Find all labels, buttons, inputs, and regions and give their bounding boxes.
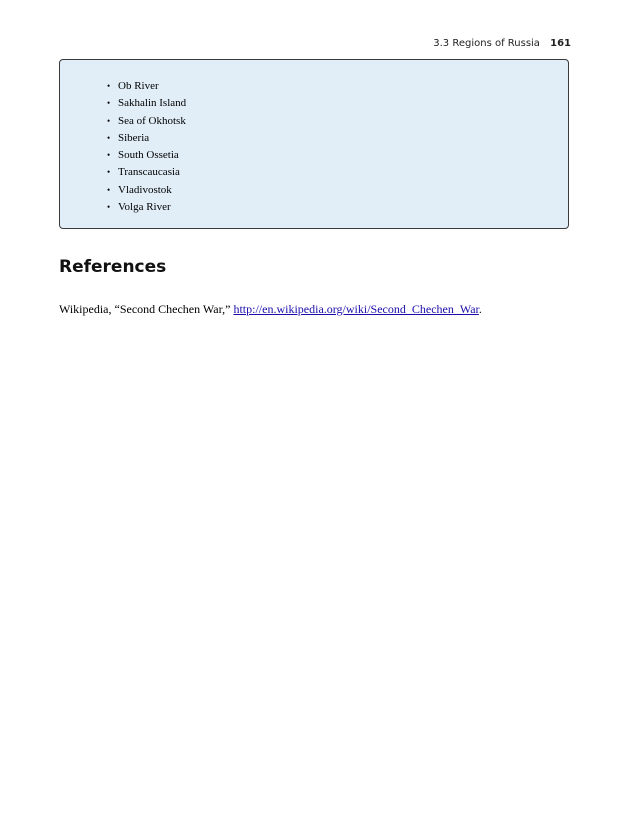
list-item-label: Sea of Okhotsk <box>118 114 186 127</box>
bullet-icon: • <box>107 115 111 126</box>
section-title: 3.3 Regions of Russia <box>433 38 540 49</box>
list-item <box>107 147 186 164</box>
list-item <box>107 199 186 216</box>
list-item <box>107 130 186 147</box>
list-item <box>107 182 186 199</box>
bullet-icon: • <box>107 202 111 213</box>
wikipedia-link[interactable]: http://en.wikipedia.org/wiki/Second_Chechen_War <box>233 302 479 316</box>
bullet-icon: • <box>107 98 111 109</box>
list-item-label: Siberia <box>118 131 150 144</box>
bullet-icon: • <box>107 132 111 143</box>
list-item <box>107 78 186 95</box>
reference-entry <box>59 302 482 317</box>
reference-text: Wikipedia, “Second Chechen War,” <box>59 302 231 316</box>
page-number: 161 <box>550 38 571 49</box>
list-item <box>107 164 186 181</box>
key-terms-box <box>59 59 569 229</box>
references-heading: References <box>59 257 167 277</box>
list-item-label: Vladivostok <box>118 183 172 196</box>
list-item-label: Sakhalin Island <box>118 97 187 110</box>
bullet-icon: • <box>107 150 111 161</box>
running-header <box>433 38 571 49</box>
reference-period: . <box>478 302 482 316</box>
key-terms-list <box>107 78 186 216</box>
list-item-label: South Ossetia <box>118 149 179 162</box>
list-item <box>107 113 186 130</box>
list-item-label: Transcaucasia <box>118 166 180 179</box>
bullet-icon: • <box>107 167 111 178</box>
list-item-label: Volga River <box>118 201 171 214</box>
bullet-icon: • <box>107 81 111 91</box>
bullet-icon: • <box>107 184 111 195</box>
list-item <box>107 95 186 112</box>
list-item-label: Ob River <box>118 80 159 92</box>
